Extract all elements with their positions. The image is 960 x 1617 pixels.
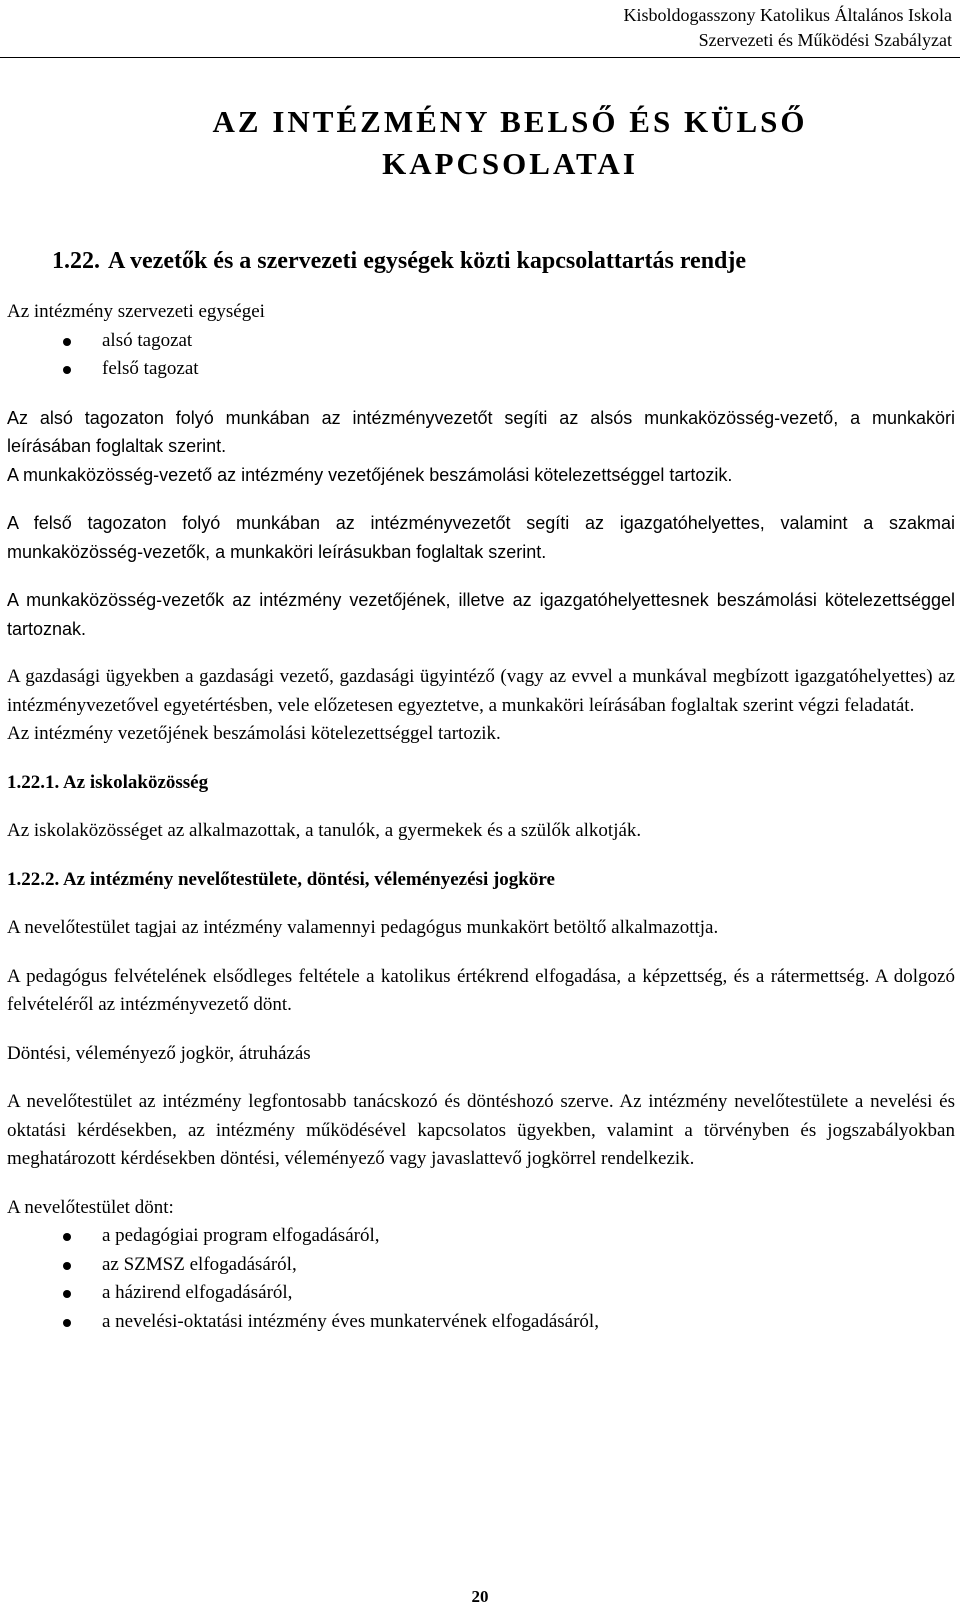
list-item: a házirend elfogadásáról, — [7, 1279, 955, 1308]
list-item: a nevelési-oktatási intézmény éves munkatervének elfogadásáról, — [7, 1308, 955, 1337]
paragraph-school-community: Az iskolaközösséget az alkalmazottak, a tanulók, a gyermekek és a szülők alkotják. — [7, 820, 642, 841]
bullet-icon — [63, 338, 71, 346]
bullet-icon — [63, 366, 71, 374]
bullet-icon — [63, 1290, 71, 1298]
subsection-title: Az intézmény nevelőtestülete, döntési, véleményezési jogköre — [62, 868, 555, 890]
chapter-title-line-1: AZ INTÉZMÉNY BELSŐ ÉS KÜLSŐ — [212, 104, 808, 139]
paragraph-rights-heading: Döntési, véleményező jogkör, átruházás — [7, 1042, 311, 1064]
paragraph-staff-role: A nevelőtestület az intézmény legfontosabb tanácskozó és döntéshozó szerve. Az intézmény nevelőtestülete a nevelési és oktatási kérdésekben, az intézmény működésével kapcsolatos ügyekben, valamint a törvényben és jogszabályokban meghatározott kérdésekben döntési, véleményező vagy javaslattevő jogkörrel rendelkezik. — [7, 1091, 955, 1169]
subsection-title: Az iskolaközösség — [62, 771, 209, 793]
header-rule — [0, 57, 960, 58]
header-document-name: Szervezeti és Működési Szabályzat — [698, 30, 952, 50]
paragraph-heads-reporting: A munkaközösség-vezetők az intézmény vezetőjének, illetve az igazgatóhelyettesnek beszámolási kötelezettséggel tartoznak. — [7, 590, 955, 639]
paragraph-lower-school: Az alsó tagozaton folyó munkában az intézményvezetőt segíti az alsós munkaközösség-vezető, a munkaköri leírásában foglaltak szerint. — [7, 407, 955, 456]
page-number: 20 — [471, 1587, 489, 1606]
subsection-number: 1.22.1. — [7, 771, 60, 793]
bullet-icon — [63, 1319, 71, 1327]
subsection-number: 1.22.2. — [7, 868, 60, 890]
paragraph-finance-reporting: Az intézmény vezetőjének beszámolási kötelezettséggel tartozik. — [7, 723, 501, 744]
document-body — [7, 298, 955, 1336]
paragraph-lower-school-reporting: A munkaközösség-vezető az intézmény vezetőjének beszámolási kötelezettséggel tartozik. — [7, 464, 733, 485]
list-item: az SZMSZ elfogadásáról, — [7, 1251, 955, 1280]
paragraph-upper-school: A felső tagozaton folyó munkában az intézményvezetőt segíti az igazgatóhelyettes, valamint a szakmai munkaközösség-vezetők, a munkaköri leírásukban foglaltak szerint. — [7, 513, 955, 562]
section-number: 1.22. — [52, 248, 100, 274]
bullet-icon — [63, 1262, 71, 1270]
running-header — [624, 3, 952, 53]
bullet-icon — [63, 1233, 71, 1241]
paragraph-hiring: A pedagógus felvételének elsődleges feltétele a katolikus értékrend elfogadása, a képzettség, és a rátermettség. A dolgozó felvételéről az intézményvezető dönt. — [7, 965, 955, 1015]
chapter-title — [60, 101, 960, 185]
header-school-name: Kisboldogasszony Katolikus Általános Iskola — [623, 5, 952, 25]
section-heading — [52, 246, 746, 276]
subsection-heading-staff — [7, 866, 955, 895]
decisions-list — [7, 1222, 955, 1336]
chapter-title-line-2: KAPCSOLATAI — [382, 146, 638, 181]
paragraph-staff-members: A nevelőtestület tagjai az intézmény valamennyi pedagógus munkakört betöltő alkalmazottja. — [7, 917, 719, 938]
paragraph-staff-decides: A nevelőtestület dönt: — [7, 1196, 174, 1218]
units-list — [7, 327, 955, 384]
list-item: alsó tagozat — [7, 327, 955, 356]
subsection-heading-school-community — [7, 769, 955, 798]
section-title: A vezetők és a szervezeti egységek közti kapcsolattartás rendje — [108, 248, 747, 274]
paragraph-finance: A gazdasági ügyekben a gazdasági vezető, gazdasági ügyintéző (vagy az evvel a munkával megbízott igazgatóhelyettes) az intézményvezetővel egyetértésben, vele előzetesen egyeztetve, a munkaköri leírásában foglaltak szerint végzi feladatát. — [7, 666, 955, 716]
units-intro: Az intézmény szervezeti egységei — [7, 301, 265, 322]
list-item: a pedagógiai program elfogadásáról, — [7, 1222, 955, 1251]
list-item: felső tagozat — [7, 355, 955, 384]
